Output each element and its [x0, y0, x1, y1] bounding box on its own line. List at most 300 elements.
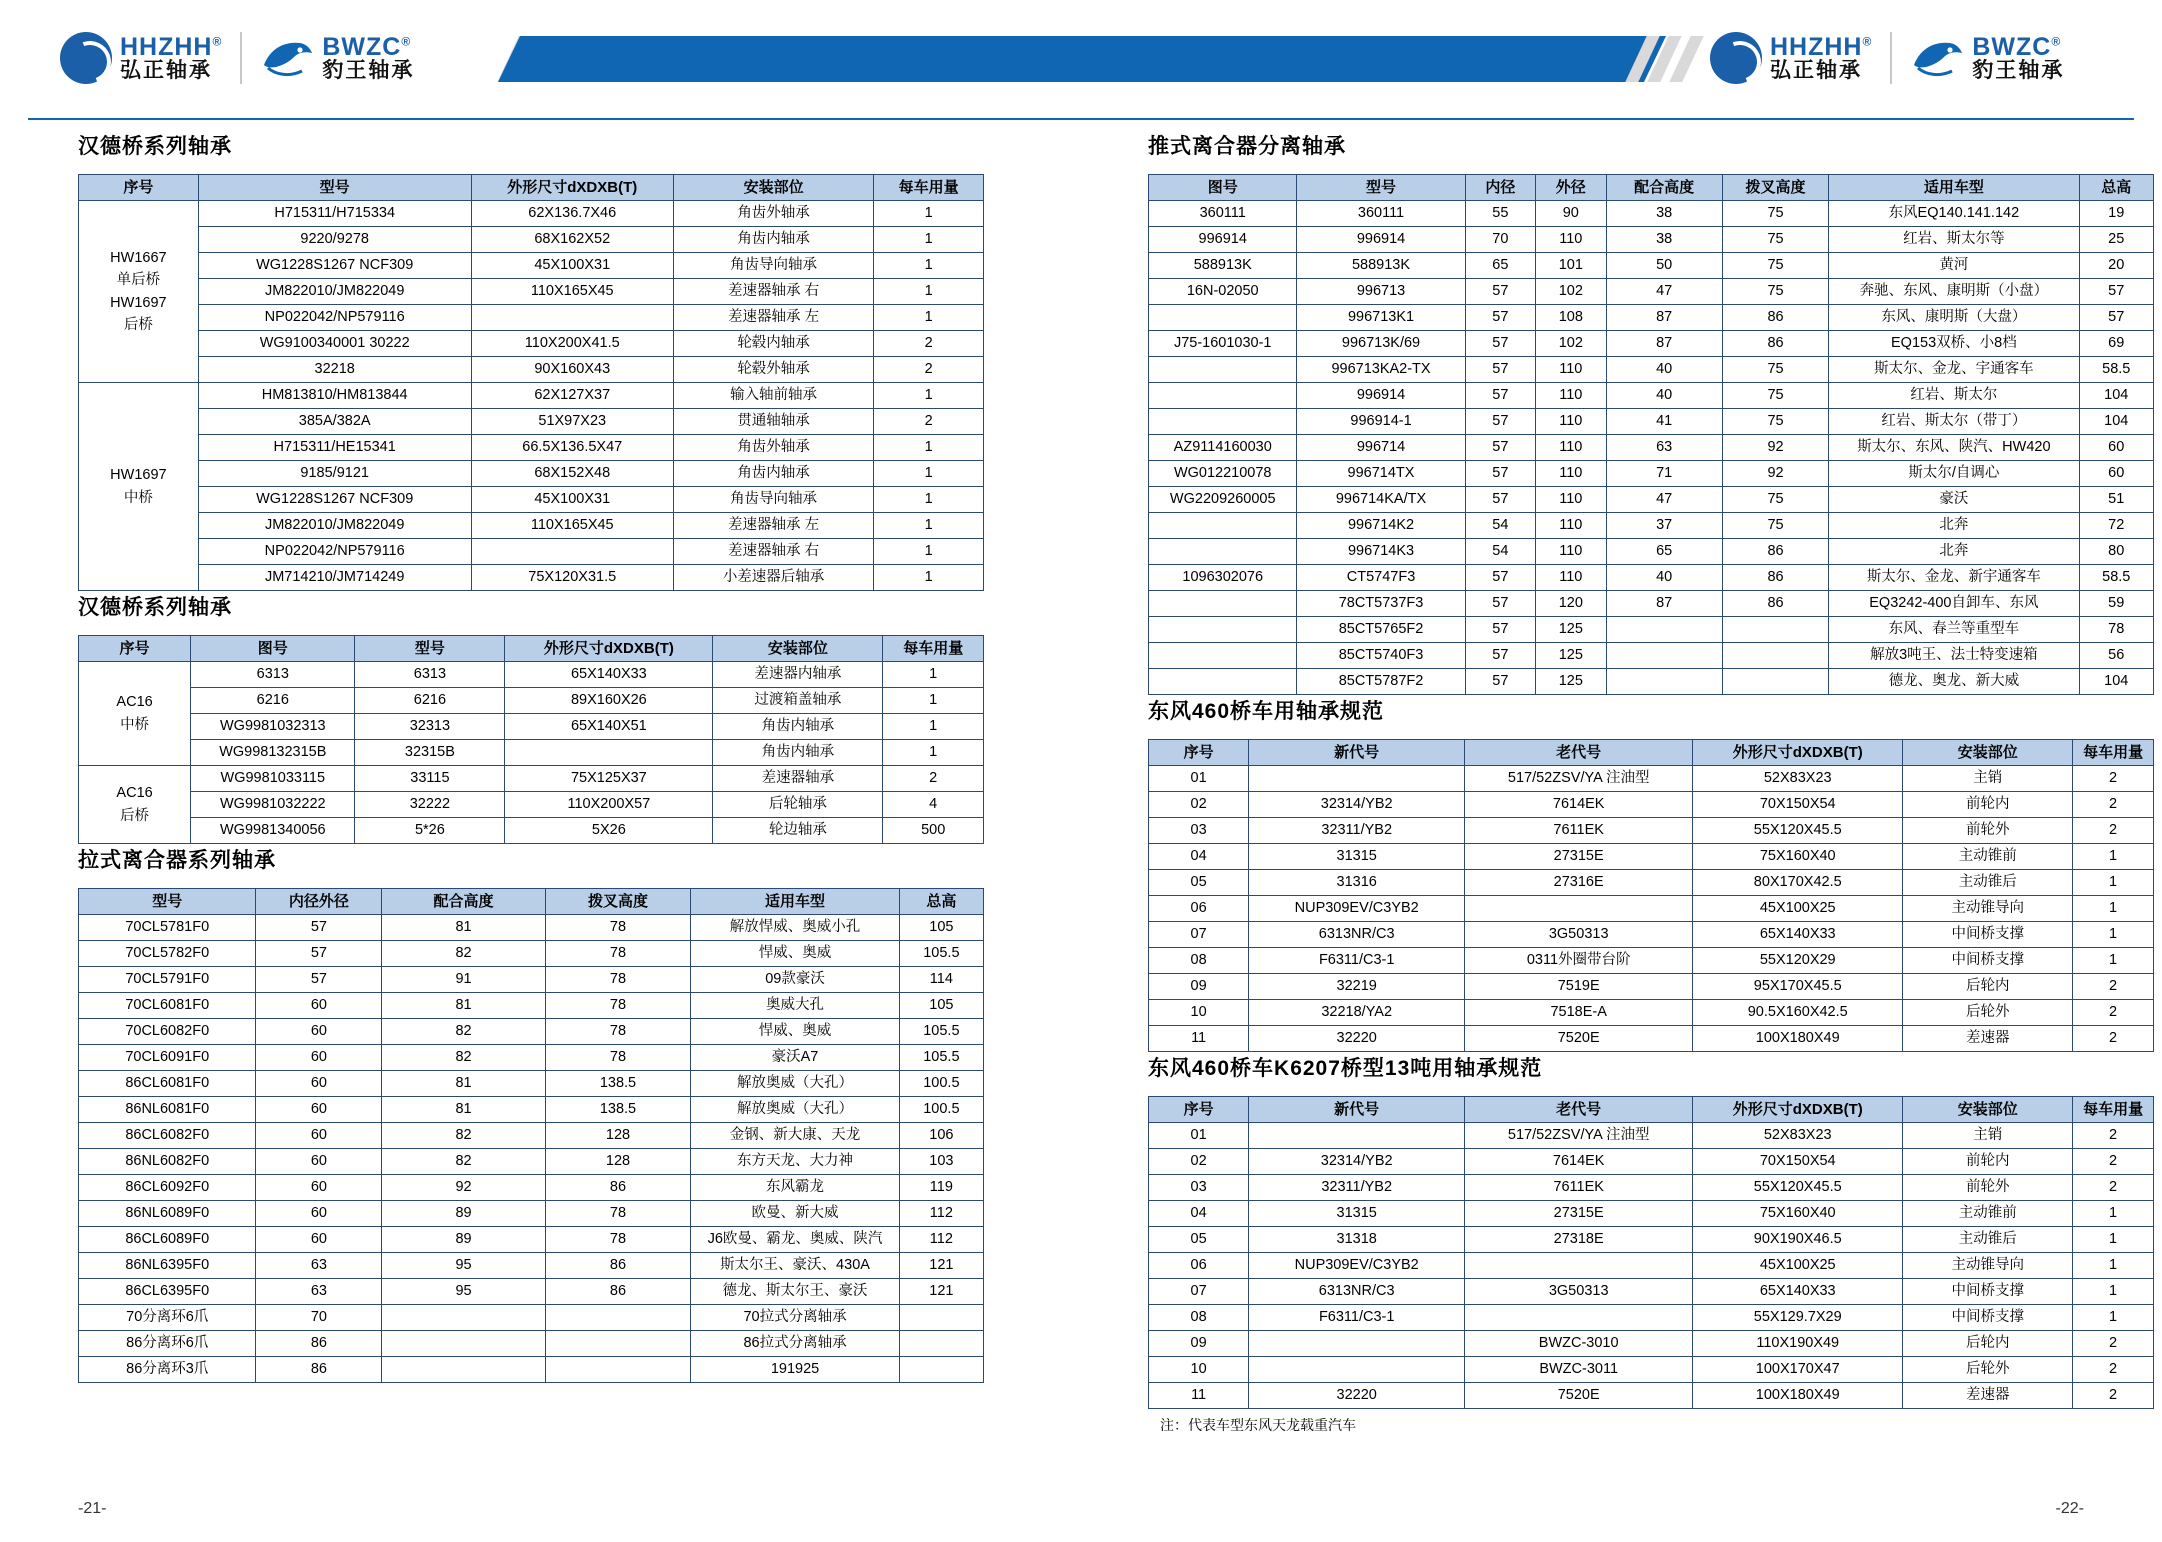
- table-cell: 2: [2073, 1357, 2154, 1383]
- table-cell: 40: [1606, 383, 1722, 409]
- hhzhh-logo-icon: [60, 32, 112, 84]
- table-cell: 中间桥支撑: [1903, 948, 2073, 974]
- hhzhh-logo-icon-right: [1710, 32, 1762, 84]
- table-cell: 86: [545, 1253, 691, 1279]
- table-cell: 东风EQ140.141.142: [1829, 201, 2079, 227]
- table-cell: 68X152X48: [471, 461, 673, 487]
- table-cell: 1: [2073, 870, 2154, 896]
- table-cell: 1: [874, 487, 984, 513]
- table-cell: H715311/H715334: [198, 201, 471, 227]
- table-cell: 07: [1149, 1279, 1249, 1305]
- table-header-row: [1149, 175, 2154, 201]
- table-cell: 95: [382, 1253, 545, 1279]
- table-cell: 55: [1465, 201, 1535, 227]
- table-cell: 70: [256, 1305, 382, 1331]
- table-cell: 1: [2073, 1201, 2154, 1227]
- th-seq: 序号: [79, 175, 199, 201]
- left-column: [78, 130, 1018, 1383]
- table-cell: 2: [2073, 1149, 2154, 1175]
- table-cell: 2: [874, 357, 984, 383]
- table-cell: 85CT5765F2: [1297, 617, 1465, 643]
- table-row: [1149, 591, 2154, 617]
- th-p-dia: 内径外径: [256, 889, 382, 915]
- table-cell: 角齿内轴承: [673, 227, 873, 253]
- table-cell: 78: [545, 941, 691, 967]
- table-cell: 过渡箱盖轴承: [713, 688, 883, 714]
- table-row: [79, 565, 984, 591]
- table-cell: [545, 1331, 691, 1357]
- table-row: [1149, 227, 2154, 253]
- table-cell: 01: [1149, 766, 1249, 792]
- table-cell: [1149, 591, 1297, 617]
- table-cell: 90.5X160X42.5: [1693, 1000, 1903, 1026]
- table-cell: 7518E-A: [1465, 1000, 1693, 1026]
- table-cell: 1: [874, 227, 984, 253]
- table-cell: 588913K: [1149, 253, 1297, 279]
- reg-mark-4: ®: [2051, 34, 2062, 49]
- table-cell: JM822010/JM822049: [198, 279, 471, 305]
- table-cell: 豪沃A7: [691, 1045, 899, 1071]
- table-cell: 东风、康明斯（大盘）: [1829, 305, 2079, 331]
- table-cell: 红岩、斯太尔: [1829, 383, 2079, 409]
- table-cell: 60: [256, 1227, 382, 1253]
- table-row: [79, 1227, 984, 1253]
- table-cell: 2: [874, 331, 984, 357]
- table-cell: 1: [2073, 1279, 2154, 1305]
- table-cell: 32311/YB2: [1249, 818, 1465, 844]
- th-p-fit: 配合高度: [382, 889, 545, 915]
- table-cell: 19: [2079, 201, 2154, 227]
- table-cell: 差速器轴承 左: [673, 305, 873, 331]
- th-pu-height: 总高: [2079, 175, 2154, 201]
- table-cell: 58.5: [2079, 565, 2154, 591]
- table-cell: 57: [1465, 617, 1535, 643]
- table-cell: 2: [2073, 1000, 2154, 1026]
- table-cell: 41: [1606, 409, 1722, 435]
- table-cell: 86: [1722, 305, 1828, 331]
- table-row: [1149, 565, 2154, 591]
- table-row: [79, 383, 984, 409]
- table-cell: [1249, 1357, 1465, 1383]
- table-row: [1149, 1026, 2154, 1052]
- table-cell: 贯通轴轴承: [673, 409, 873, 435]
- th-pos2: 安装部位: [713, 636, 883, 662]
- table-cell: 65: [1465, 253, 1535, 279]
- table-cell: 55X120X29: [1693, 948, 1903, 974]
- table-cell: 78: [545, 1019, 691, 1045]
- table-cell: [899, 1357, 983, 1383]
- table-cell: 86: [1722, 331, 1828, 357]
- table-cell: 86拉式分离轴承: [691, 1331, 899, 1357]
- table-cell: 后轮外: [1903, 1357, 2073, 1383]
- table-cell: 70CL6081F0: [79, 993, 256, 1019]
- table-row: [1149, 513, 2154, 539]
- table-cell: 7611EK: [1465, 818, 1693, 844]
- table-cell: [1149, 383, 1297, 409]
- table-row: [79, 688, 984, 714]
- table-hande2: [78, 635, 984, 844]
- table-cell: 1: [883, 688, 984, 714]
- table-cell: 斯太尔、金龙、新宇通客车: [1829, 565, 2079, 591]
- table-cell: 中间桥支撑: [1903, 1305, 2073, 1331]
- table-cell: 2: [2073, 1383, 2154, 1409]
- table-cell: 1: [874, 201, 984, 227]
- hhzhh-en-text: HHZHH: [120, 32, 213, 61]
- table-cell: 2: [2073, 766, 2154, 792]
- table-cell: 100X180X49: [1693, 1383, 1903, 1409]
- table-cell: 66.5X136.5X47: [471, 435, 673, 461]
- table-cell: 103: [899, 1149, 983, 1175]
- table-cell: 1: [2073, 1305, 2154, 1331]
- table-cell: 08: [1149, 948, 1249, 974]
- table-row: [1149, 253, 2154, 279]
- bwzc-en-text-r: BWZC: [1972, 32, 2052, 61]
- table-cell: 32314/YB2: [1249, 1149, 1465, 1175]
- table-cell: 82: [382, 1123, 545, 1149]
- table-cell: 05: [1149, 870, 1249, 896]
- table-cell: 55X120X45.5: [1693, 818, 1903, 844]
- reg-mark-2: ®: [401, 34, 412, 49]
- table-cell: NP022042/NP579116: [198, 539, 471, 565]
- table-cell: 60: [256, 1097, 382, 1123]
- table-cell: 996713K/69: [1297, 331, 1465, 357]
- table-row: [79, 766, 984, 792]
- table-cell: 57: [1465, 669, 1535, 695]
- table-cell: 前轮外: [1903, 818, 2073, 844]
- section-title-pull: 拉式离合器系列轴承: [78, 849, 276, 872]
- table-row: [79, 253, 984, 279]
- hhzhh-cn-left: 弘正轴承: [120, 59, 212, 83]
- table-header-row: [79, 636, 984, 662]
- table-cell: 主销: [1903, 1123, 2073, 1149]
- table-cell: WG9981032222: [191, 792, 355, 818]
- table-cell: 主销: [1903, 766, 2073, 792]
- table-cell: 57: [1465, 461, 1535, 487]
- table-cell: 1: [874, 253, 984, 279]
- table-cell: 78: [545, 1045, 691, 1071]
- th-k-pos: 安装部位: [1903, 1097, 2073, 1123]
- table-cell: 解放奥威（大孔）: [691, 1097, 899, 1123]
- table-cell: 7520E: [1465, 1383, 1693, 1409]
- right-column: [1148, 130, 2158, 1435]
- table-cell: 87: [1606, 591, 1722, 617]
- th-pu-vehicle: 适用车型: [1829, 175, 2079, 201]
- table-cell: 悍威、奥威: [691, 941, 899, 967]
- table-row: [1149, 279, 2154, 305]
- table-cell: 70分离环6爪: [79, 1305, 256, 1331]
- table-cell: 6313NR/C3: [1249, 922, 1465, 948]
- table-cell: 37: [1606, 513, 1722, 539]
- table-cell: 40: [1606, 565, 1722, 591]
- th-pu-drawing: 图号: [1149, 175, 1297, 201]
- table-cell: WG9981340056: [191, 818, 355, 844]
- table-cell: 75: [1722, 227, 1828, 253]
- table-cell: 欧曼、新大威: [691, 1201, 899, 1227]
- bwzc-en-text: BWZC: [322, 32, 402, 61]
- section-title-df460k: 东风460桥车K6207桥型13吨用轴承规范: [1148, 1057, 1543, 1080]
- table-cell: [1249, 1331, 1465, 1357]
- table-cell: 63: [256, 1279, 382, 1305]
- th-pos: 安装部位: [673, 175, 873, 201]
- table-cell: 3G50313: [1465, 1279, 1693, 1305]
- table-cell: 110: [1536, 539, 1606, 565]
- table-cell: 31315: [1249, 844, 1465, 870]
- table-cell: 86: [1722, 539, 1828, 565]
- th-model2: 型号: [355, 636, 505, 662]
- table-row: [79, 740, 984, 766]
- table-cell: 108: [1536, 305, 1606, 331]
- table-row: [1149, 766, 2154, 792]
- table-cell: 86: [545, 1175, 691, 1201]
- table-cell: 57: [2079, 279, 2154, 305]
- table-cell: 32313: [355, 714, 505, 740]
- table-cell: WG2209260005: [1149, 487, 1297, 513]
- table-cell: 996714K3: [1297, 539, 1465, 565]
- table-cell: 996714: [1297, 435, 1465, 461]
- table-cell: 104: [2079, 409, 2154, 435]
- table-cell: 中间桥支撑: [1903, 922, 2073, 948]
- table-cell: 轮毂外轴承: [673, 357, 873, 383]
- table-cell: 1: [2073, 844, 2154, 870]
- table-row: [1149, 1357, 2154, 1383]
- table-row: [79, 513, 984, 539]
- table-cell: 106: [899, 1123, 983, 1149]
- table-row: [1149, 870, 2154, 896]
- table-row: [79, 305, 984, 331]
- table-cell: WG9981033115: [191, 766, 355, 792]
- th-p-vehicle: 适用车型: [691, 889, 899, 915]
- table-cell: [1149, 305, 1297, 331]
- table-cell: 89X160X26: [505, 688, 713, 714]
- table-cell: 78: [545, 967, 691, 993]
- table-cell: 78CT5737F3: [1297, 591, 1465, 617]
- table-cell: 60: [256, 1071, 382, 1097]
- table-cell: 32314/YB2: [1249, 792, 1465, 818]
- table-cell: [1249, 766, 1465, 792]
- table-cell: 517/52ZSV/YA 注油型: [1465, 1123, 1693, 1149]
- table-cell: 7611EK: [1465, 1175, 1693, 1201]
- table-cell: WG012210078: [1149, 461, 1297, 487]
- bwzc-leopard-icon: [260, 35, 314, 81]
- table-cell: 32220: [1249, 1026, 1465, 1052]
- table-cell: 差速器轴承 右: [673, 279, 873, 305]
- table-row: [79, 435, 984, 461]
- table-cell: 86: [1722, 591, 1828, 617]
- table-cell: [1149, 539, 1297, 565]
- table-cell: 黄河: [1829, 253, 2079, 279]
- table-cell: 104: [2079, 383, 2154, 409]
- table-cell: 57: [1465, 409, 1535, 435]
- table-cell: 09款豪沃: [691, 967, 899, 993]
- table-cell: 7614EK: [1465, 1149, 1693, 1175]
- table-cell: 09: [1149, 974, 1249, 1000]
- table-cell: 45X100X31: [471, 253, 673, 279]
- table-cell: 豪沃: [1829, 487, 2079, 513]
- table-cell: [1149, 643, 1297, 669]
- table-cell: 1096302076: [1149, 565, 1297, 591]
- table-cell: 86CL6092F0: [79, 1175, 256, 1201]
- table-cell: 110: [1536, 357, 1606, 383]
- table-cell: 32220: [1249, 1383, 1465, 1409]
- table-cell: 主动锥后: [1903, 1227, 2073, 1253]
- table-cell: 360111: [1149, 201, 1297, 227]
- table-row: [1149, 1000, 2154, 1026]
- table-cell: 55X129.7X29: [1693, 1305, 1903, 1331]
- table-cell: 东风霸龙: [691, 1175, 899, 1201]
- table-cell: 138.5: [545, 1071, 691, 1097]
- table-cell: 69: [2079, 331, 2154, 357]
- table-cell: [1149, 513, 1297, 539]
- table-row: [1149, 331, 2154, 357]
- table-row: [79, 279, 984, 305]
- table-cell: 90: [1536, 201, 1606, 227]
- table-cell: 05: [1149, 1227, 1249, 1253]
- header-rule: [28, 118, 2134, 120]
- table-cell: 6216: [191, 688, 355, 714]
- table-cell: CT5747F3: [1297, 565, 1465, 591]
- table-cell: 1: [2073, 948, 2154, 974]
- table-cell: 120: [1536, 591, 1606, 617]
- table-cell: 50: [1606, 253, 1722, 279]
- table-cell: 996914: [1297, 227, 1465, 253]
- table-cell: 996713KA2-TX: [1297, 357, 1465, 383]
- table-cell: 7614EK: [1465, 792, 1693, 818]
- table-cell: 138.5: [545, 1097, 691, 1123]
- table-row: [1149, 974, 2154, 1000]
- table-cell: 主动锥前: [1903, 844, 2073, 870]
- table-cell: 角齿内轴承: [713, 714, 883, 740]
- table-cell: 57: [1465, 331, 1535, 357]
- table-cell: 27318E: [1465, 1227, 1693, 1253]
- table-cell: 996714KA/TX: [1297, 487, 1465, 513]
- brand-hhzhh-left: [60, 32, 222, 84]
- table-cell: 385A/382A: [198, 409, 471, 435]
- table-cell: AZ9114160030: [1149, 435, 1297, 461]
- table-cell: BWZC-3011: [1465, 1357, 1693, 1383]
- th-d-old: 老代号: [1465, 740, 1693, 766]
- table-cell: 31316: [1249, 870, 1465, 896]
- table-cell: 70CL5782F0: [79, 941, 256, 967]
- table-cell: 112: [899, 1227, 983, 1253]
- table-cell: WG9100340001 30222: [198, 331, 471, 357]
- table-cell: 06: [1149, 1253, 1249, 1279]
- table-cell: 191925: [691, 1357, 899, 1383]
- table-cell: 32218: [198, 357, 471, 383]
- table-cell: [505, 740, 713, 766]
- table-cell: 57: [1465, 357, 1535, 383]
- table-cell: 1: [874, 383, 984, 409]
- table-row: [79, 1097, 984, 1123]
- table-cell: 27315E: [1465, 844, 1693, 870]
- table-cell: 1: [2073, 1253, 2154, 1279]
- table-row: [79, 227, 984, 253]
- table-cell: 65X140X51: [505, 714, 713, 740]
- table-cell: 89: [382, 1201, 545, 1227]
- table-cell: 2: [2073, 1175, 2154, 1201]
- th-d-qty: 每车用量: [2073, 740, 2154, 766]
- table-cell: HM813810/HM813844: [198, 383, 471, 409]
- table-cell: 1: [2073, 1227, 2154, 1253]
- table-cell: 01: [1149, 1123, 1249, 1149]
- table-cell: 后轮外: [1903, 1000, 2073, 1026]
- table-cell: 1: [874, 305, 984, 331]
- table-row: [79, 1045, 984, 1071]
- table-cell: [1606, 617, 1722, 643]
- table-cell: 09: [1149, 1331, 1249, 1357]
- banner-text-left: 100%车用轴承专家: [773, 12, 947, 33]
- table-df460: [1148, 739, 2154, 1052]
- table-cell: 57: [1465, 383, 1535, 409]
- table-cell: [1465, 1253, 1693, 1279]
- group-label-cell: HW1697 中桥: [79, 383, 199, 591]
- hhzhh-en-text-r: HHZHH: [1770, 32, 1863, 61]
- table-row: [1149, 1305, 2154, 1331]
- table-row: [1149, 922, 2154, 948]
- table-cell: 前轮外: [1903, 1175, 2073, 1201]
- table-cell: [1465, 896, 1693, 922]
- table-cell: 10: [1149, 1357, 1249, 1383]
- table-cell: 06: [1149, 896, 1249, 922]
- table-cell: 57: [1465, 591, 1535, 617]
- table-cell: 1: [2073, 922, 2154, 948]
- table-cell: 4: [883, 792, 984, 818]
- table-cell: 解放奥威（大孔）: [691, 1071, 899, 1097]
- table-cell: 60: [256, 1045, 382, 1071]
- table-cell: 德龙、斯太尔王、豪沃: [691, 1279, 899, 1305]
- th-pu-id: 内径: [1465, 175, 1535, 201]
- table-cell: 70X150X54: [1693, 1149, 1903, 1175]
- table-cell: 6313: [355, 662, 505, 688]
- table-cell: J75-1601030-1: [1149, 331, 1297, 357]
- table-cell: [471, 305, 673, 331]
- table-cell: 996713: [1297, 279, 1465, 305]
- table-cell: 90X160X43: [471, 357, 673, 383]
- table-cell: 后轮内: [1903, 974, 2073, 1000]
- group-label-cell: AC16 后桥: [79, 766, 191, 844]
- table-row: [1149, 1279, 2154, 1305]
- table-cell: 03: [1149, 818, 1249, 844]
- table-cell: 102: [1536, 279, 1606, 305]
- table-cell: 31318: [1249, 1227, 1465, 1253]
- table-cell: 517/52ZSV/YA 注油型: [1465, 766, 1693, 792]
- table-cell: 33115: [355, 766, 505, 792]
- th-d-new: 新代号: [1249, 740, 1465, 766]
- table-cell: 32311/YB2: [1249, 1175, 1465, 1201]
- table-cell: 110: [1536, 409, 1606, 435]
- table-row: [79, 461, 984, 487]
- table-row: [79, 201, 984, 227]
- table-cell: 85CT5787F2: [1297, 669, 1465, 695]
- table-cell: 角齿内轴承: [673, 461, 873, 487]
- table-row: [79, 1357, 984, 1383]
- table-cell: 95X170X45.5: [1693, 974, 1903, 1000]
- table-cell: 110X165X45: [471, 513, 673, 539]
- table-cell: F6311/C3-1: [1249, 948, 1465, 974]
- logo-divider-left: [240, 32, 242, 84]
- hhzhh-en-right: [1770, 34, 1872, 60]
- table-cell: 75: [1722, 487, 1828, 513]
- table-cell: 996914: [1149, 227, 1297, 253]
- table-cell: 45X100X31: [471, 487, 673, 513]
- table-cell: EQ153双桥、小8档: [1829, 331, 2079, 357]
- table-row: [79, 1175, 984, 1201]
- table-cell: 2: [2073, 974, 2154, 1000]
- page-header: [0, 0, 2162, 118]
- table-cell: 92: [1722, 461, 1828, 487]
- table-cell: 04: [1149, 1201, 1249, 1227]
- header-logos-right: [1710, 32, 2064, 84]
- table-cell: 57: [2079, 305, 2154, 331]
